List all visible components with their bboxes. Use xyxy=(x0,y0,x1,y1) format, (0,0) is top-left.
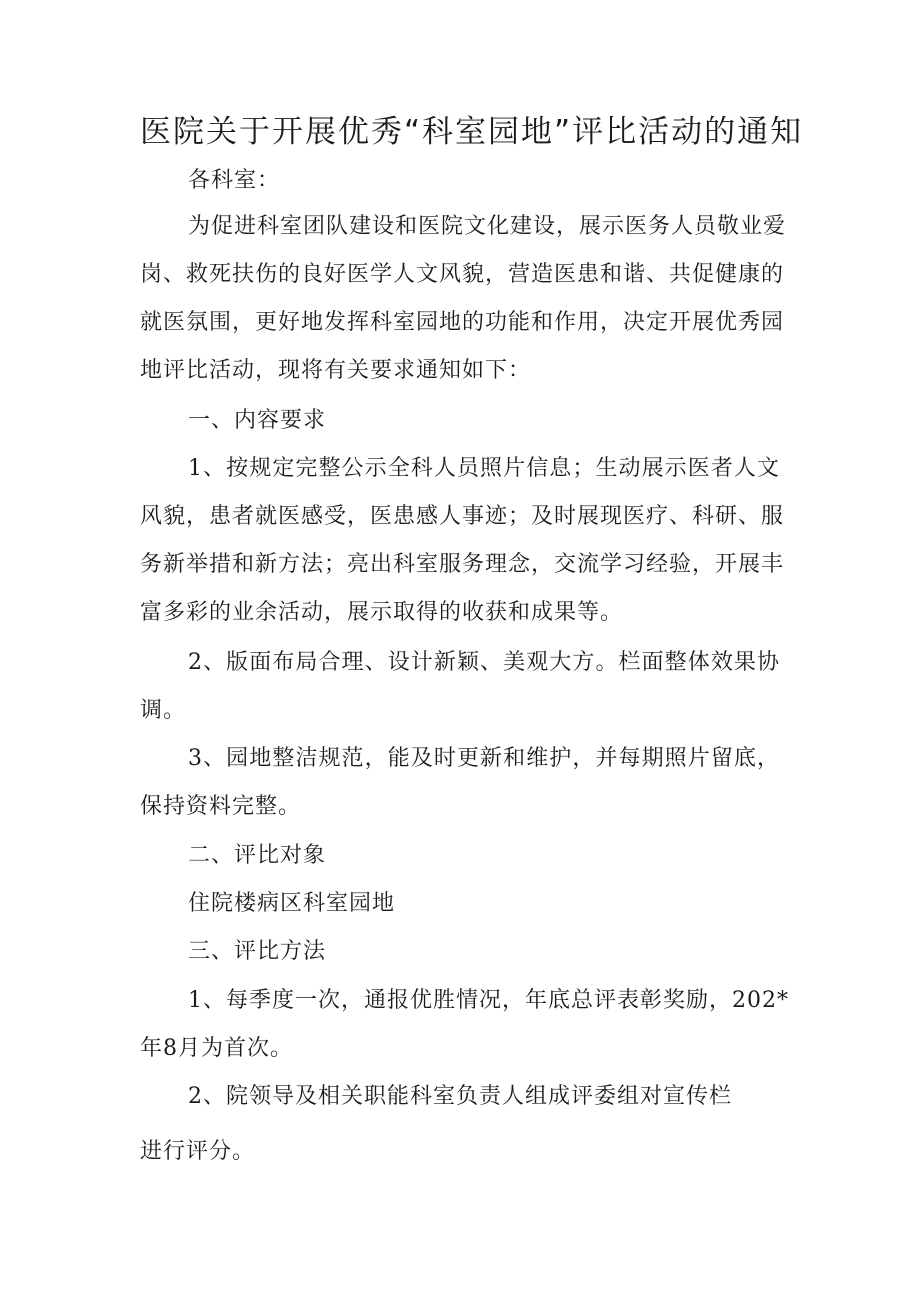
content-item-line: 2、版面布局合理、设计新颖、美观大方。栏面整体效果协 xyxy=(188,650,780,675)
intro-line: 地评比活动，现将有关要求通知如下： xyxy=(140,358,532,383)
content-item-line: 保持资料完整。 xyxy=(140,794,302,819)
document-title: 医院关于开展优秀“科室园地”评比活动的通知 xyxy=(140,114,804,150)
intro-line: 就医氛围，更好地发挥科室园地的功能和作用，决定开展优秀园 xyxy=(140,310,785,335)
content-item-line: 1、按规定完整公示全科人员照片信息；生动展示医者人文 xyxy=(188,456,780,481)
content-item-line: 务新举措和新方法；亮出科室服务理念，交流学习经验，开展丰 xyxy=(140,552,785,577)
content-item-line: 3、园地整洁规范，能及时更新和维护，并每期照片留底， xyxy=(188,746,780,771)
content-item-line: 富多彩的业余活动，展示取得的收获和成果等。 xyxy=(140,600,624,625)
method-item-line: 1、每季度一次，通报优胜情况，年底总评表彰奖励，202* xyxy=(188,988,789,1013)
salutation: 各科室： xyxy=(188,168,281,193)
method-item-line: 年8月为首次。 xyxy=(140,1036,293,1061)
method-item-line: 2、院领导及相关职能科室负责人组成评委组对宣传栏 xyxy=(188,1084,732,1109)
method-item-line: 进行评分。 xyxy=(140,1139,256,1164)
section-body: 住院楼病区科室园地 xyxy=(188,891,396,916)
section-heading: 一、内容要求 xyxy=(188,408,327,433)
section-heading: 三、评比方法 xyxy=(188,939,327,964)
content-item-line: 风貌，患者就医感受，医患感人事迹；及时展现医疗、科研、服 xyxy=(140,504,785,529)
intro-line: 为促进科室团队建设和医院文化建设，展示医务人员敬业爱 xyxy=(188,214,787,239)
content-item-line: 调。 xyxy=(140,698,187,723)
intro-line: 岗、救死扶伤的良好医学人文风貌，营造医患和谐、共促健康的 xyxy=(140,262,785,287)
section-heading: 二、评比对象 xyxy=(188,843,327,868)
